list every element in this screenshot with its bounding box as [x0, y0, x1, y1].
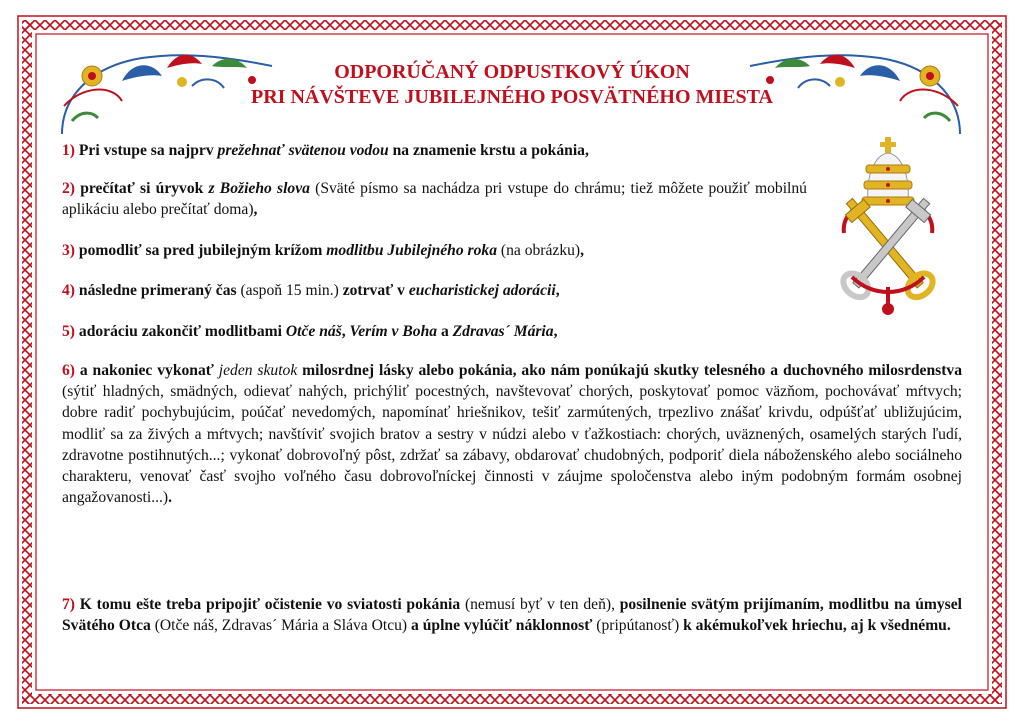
step-text-segment: Pri vstupe sa najprv — [75, 142, 218, 159]
step-4 — [62, 280, 782, 301]
step-3 — [62, 240, 807, 261]
step-text-segment: (nemusí byť v ten deň), — [460, 596, 620, 613]
step-2 — [62, 178, 807, 220]
step-text-segment: modlitbu Jubilejného roka — [326, 242, 497, 259]
step-text-segment: milosrdnej lásky alebo pokánia, ako nám ponúkajú skutky telesného a duchovného milosrdenstva — [297, 362, 962, 379]
step-text — [62, 178, 807, 220]
step-text-segment: prežehnať svätenou vodou — [217, 142, 389, 159]
step-text-segment: (pripútanosť) — [592, 617, 684, 635]
step-number: 7) — [62, 596, 75, 613]
step-text-segment: na znamenie krstu a pokánia, — [388, 142, 589, 159]
step-text-segment: (Otče náš, Zdravas´ Mária a Sláva Otcu) — [150, 617, 412, 635]
step-text-segment: posilnenie svätým prijímaním, modlitbu na úmysel Svätého Otca — [62, 596, 963, 635]
step-text-segment: jeden skutok — [218, 362, 298, 379]
step-text-segment: Otče náš — [285, 323, 342, 340]
step-1 — [62, 140, 782, 161]
title-line-2: PRI NÁVŠTEVE JUBILEJNÉHO POSVÄTNÉHO MIESTA — [251, 86, 773, 108]
step-text-segment: (aspoň 15 min.) — [236, 282, 343, 299]
page-title — [200, 60, 824, 110]
step-text-segment: eucharistickej adorácii — [408, 282, 556, 299]
step-text-segment: adoráciu zakončiť modlitbami — [75, 323, 286, 340]
step-text-segment: . — [168, 489, 172, 507]
step-text-segment: , — [580, 242, 585, 259]
step-text-segment: K tomu ešte treba pripojiť očistenie vo sviatosti pokánia — [75, 596, 461, 613]
step-text-segment: k akémukoľvek hriechu, aj k všednému. — [683, 617, 951, 635]
step-text-segment: (sýtiť hladných, smädných, odievať nahých, prichýliť pocestných, navštevovať chorých, poskytovať pomoc väzňom, pochovávať mŕtvych; dobre radiť pochybujúcim, poúčať nevedomých, napomínať hriešnikov, tešiť zarmútených, trpezlivo znášať krivdu, odpúšťať ubližujúcim, modliť sa za živých a mŕtvych; navštíviť svojich bratov a sestry v núdzi alebo v ťažkostiach: chorých, uväznených, osamelých starých ľudí, zdravotne postihnutých...; vykonať dobrovoľný pôst, zdržať sa zábavy, obdarovať chudobných, podporiť diela náboženského alebo sociálneho charakteru, venovať časť svojho voľného času dobrovoľníckej činnosti v záujme spoločenstva alebo iným podobným formám osobnej angažovanosti...) — [62, 383, 962, 507]
step-text-segment: (na obrázku) — [497, 242, 581, 259]
papal-coat-of-arms-icon — [822, 137, 954, 315]
step-number: 5) — [62, 323, 75, 340]
step-text — [62, 280, 782, 301]
step-text-segment: následne primeraný čas — [75, 282, 237, 299]
step-text-segment: , — [555, 282, 560, 299]
step-text — [62, 321, 782, 342]
step-text-segment: Zdravas´ Mária — [452, 323, 554, 340]
step-text-segment: , — [553, 323, 558, 340]
step-number: 6) — [62, 362, 75, 379]
step-text-segment: prečítať si úryvok — [75, 180, 209, 197]
step-text-segment: Verím v Boha — [349, 323, 438, 340]
step-text — [62, 140, 782, 161]
step-text-segment: (Sväté písmo sa nachádza pri vstupe do chrámu; tiež môžete použiť mobilnú aplikáciu alebo prečítať doma) — [62, 180, 807, 219]
step-text — [62, 360, 962, 508]
step-text-segment: z Božieho slova — [208, 180, 310, 197]
step-text-segment: zotrvať v — [342, 282, 409, 299]
step-number: 2) — [62, 180, 75, 197]
step-5 — [62, 321, 782, 342]
step-text — [62, 594, 962, 636]
step-text-segment: , — [253, 201, 258, 219]
step-number: 1) — [62, 142, 75, 159]
step-text-segment: a úplne vylúčiť náklonnosť — [411, 617, 593, 635]
step-7 — [62, 594, 962, 636]
step-number: 3) — [62, 242, 75, 259]
step-text-segment: a nakoniec vykonať — [75, 362, 219, 379]
step-text-segment: a — [437, 323, 453, 340]
step-text — [62, 240, 807, 261]
step-text-segment: pomodliť sa pred jubilejným krížom — [75, 242, 327, 259]
step-6 — [62, 360, 962, 508]
title-line-1: ODPORÚČANÝ ODPUSTKOVÝ ÚKON — [334, 61, 690, 83]
step-text-segment: , — [341, 323, 350, 340]
step-number: 4) — [62, 282, 75, 299]
